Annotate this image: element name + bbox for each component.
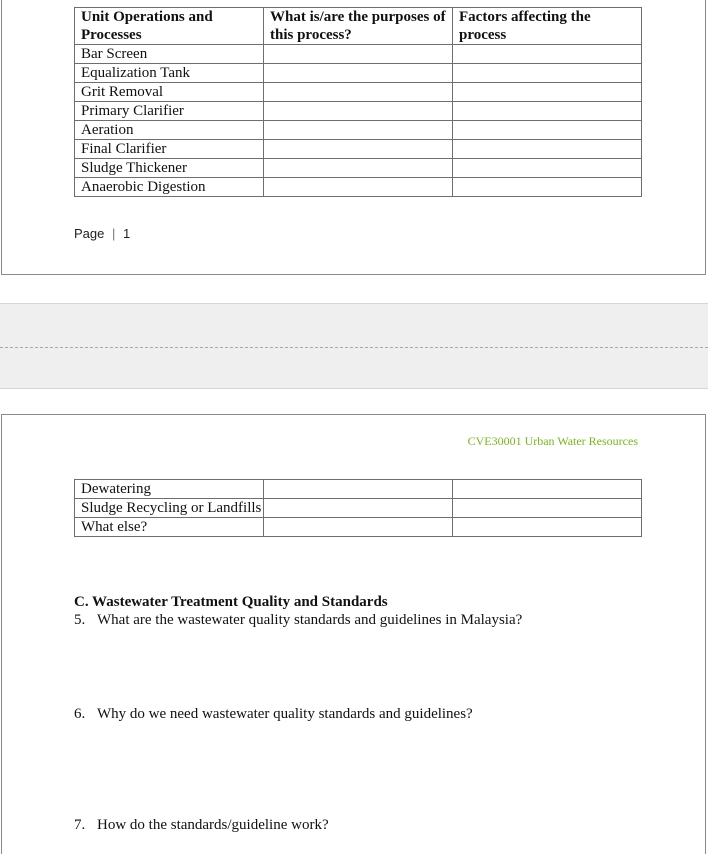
page-break-gap	[0, 303, 708, 389]
header-purposes: What is/are the purposes of this process?	[264, 8, 453, 45]
factors-cell[interactable]	[453, 178, 642, 197]
question-number: 7.	[74, 817, 86, 833]
header-factors: Factors affecting the process	[453, 8, 642, 45]
section-c-title: C. Wastewater Treatment Quality and Standards	[74, 594, 388, 610]
document-page-1	[1, 0, 706, 275]
purpose-cell[interactable]	[264, 121, 453, 140]
table-row	[75, 83, 642, 102]
purpose-cell[interactable]	[264, 499, 453, 518]
page-break-divider	[0, 347, 708, 348]
table-row	[75, 159, 642, 178]
purpose-cell[interactable]	[264, 480, 453, 499]
document-page-2	[1, 414, 706, 854]
question-number: 6.	[74, 706, 86, 722]
process-name: Anaerobic Digestion	[75, 178, 264, 197]
table-row	[75, 121, 642, 140]
factors-cell[interactable]	[453, 121, 642, 140]
process-name: Primary Clarifier	[75, 102, 264, 121]
question-number: 5.	[74, 612, 86, 628]
factors-cell[interactable]	[453, 159, 642, 178]
unit-operations-table-continued	[74, 479, 642, 537]
question-7	[74, 817, 329, 834]
table-row	[75, 499, 642, 518]
purpose-cell[interactable]	[264, 45, 453, 64]
purpose-cell[interactable]	[264, 102, 453, 121]
process-name: Dewatering	[75, 480, 264, 499]
purpose-cell[interactable]	[264, 159, 453, 178]
unit-operations-table	[74, 7, 642, 197]
factors-cell[interactable]	[453, 480, 642, 499]
table-row	[75, 45, 642, 64]
table-row	[75, 518, 642, 537]
footer-page-label: Page	[74, 226, 105, 241]
course-header: CVE30001 Urban Water Resources	[467, 434, 638, 448]
footer-page-number: 1	[123, 226, 131, 241]
factors-cell[interactable]	[453, 518, 642, 537]
purpose-cell[interactable]	[264, 64, 453, 83]
page-footer	[74, 226, 130, 241]
process-name: Sludge Recycling or Landfills	[75, 499, 264, 518]
purpose-cell[interactable]	[264, 518, 453, 537]
process-name: What else?	[75, 518, 264, 537]
process-name: Aeration	[75, 121, 264, 140]
process-name: Grit Removal	[75, 83, 264, 102]
question-6	[74, 706, 473, 723]
question-text: Why do we need wastewater quality standards and guidelines?	[97, 706, 473, 722]
question-text: How do the standards/guideline work?	[97, 817, 329, 833]
purpose-cell[interactable]	[264, 83, 453, 102]
question-5	[74, 612, 522, 629]
factors-cell[interactable]	[453, 45, 642, 64]
purpose-cell[interactable]	[264, 140, 453, 159]
factors-cell[interactable]	[453, 83, 642, 102]
question-text: What are the wastewater quality standards and guidelines in Malaysia?	[97, 612, 523, 628]
table-header-row	[75, 8, 642, 45]
factors-cell[interactable]	[453, 64, 642, 83]
table-row	[75, 480, 642, 499]
table-row	[75, 178, 642, 197]
footer-separator: |	[112, 226, 116, 241]
process-name: Sludge Thickener	[75, 159, 264, 178]
factors-cell[interactable]	[453, 499, 642, 518]
process-name: Final Clarifier	[75, 140, 264, 159]
process-name: Equalization Tank	[75, 64, 264, 83]
factors-cell[interactable]	[453, 140, 642, 159]
table-row	[75, 140, 642, 159]
factors-cell[interactable]	[453, 102, 642, 121]
header-unit-operations: Unit Operations and Processes	[75, 8, 264, 45]
table-row	[75, 64, 642, 83]
process-name: Bar Screen	[75, 45, 264, 64]
table-row	[75, 102, 642, 121]
purpose-cell[interactable]	[264, 178, 453, 197]
